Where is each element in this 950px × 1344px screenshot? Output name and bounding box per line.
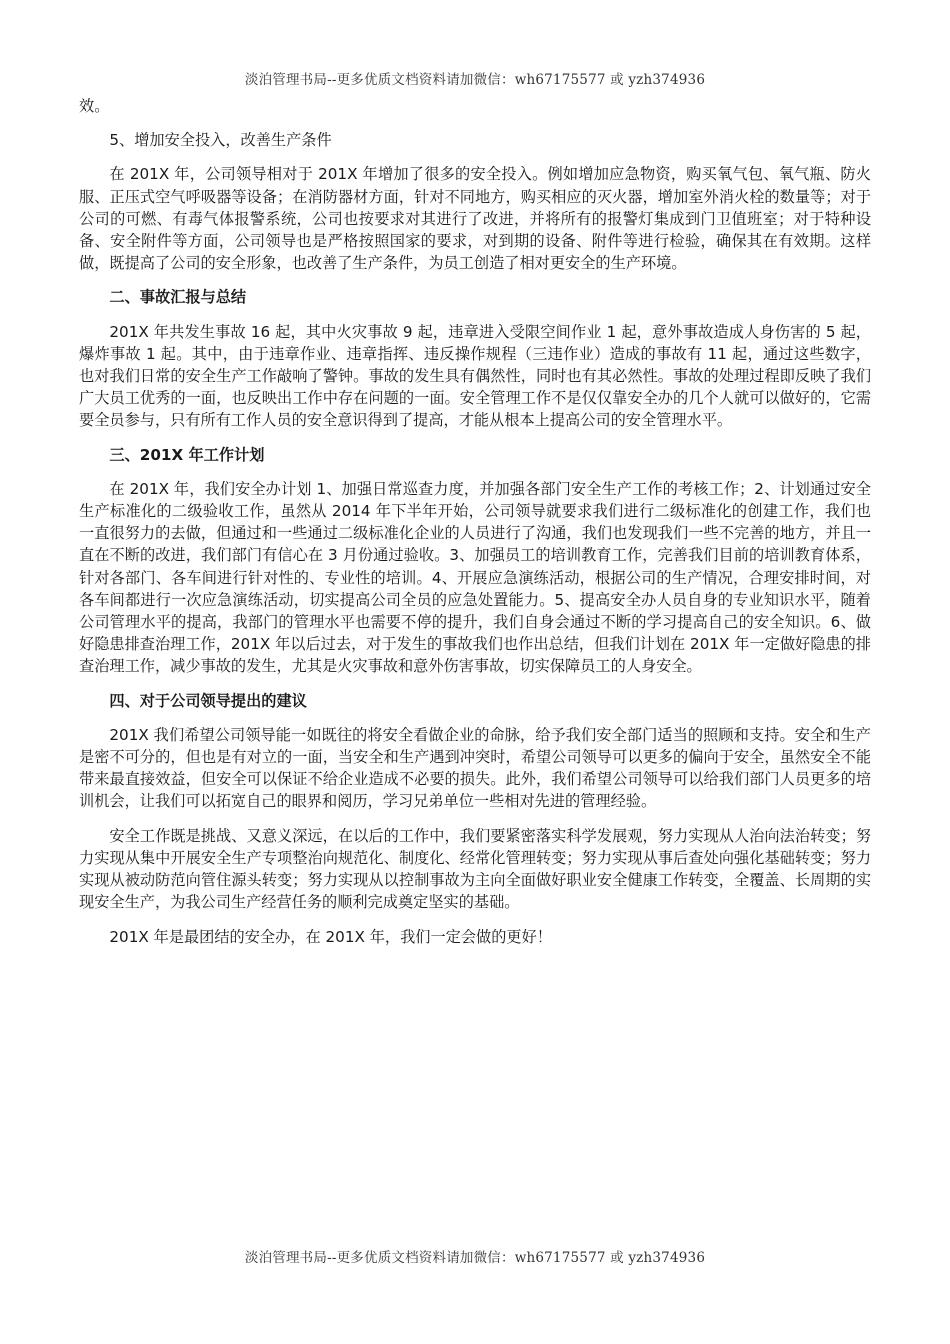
page-footer: 淡泊管理书局--更多优质文档资料请加微信：wh67175577 或 yzh374936 — [244, 1250, 706, 1266]
document-body — [79, 95, 871, 960]
paragraph-continuation: 效。 — [79, 97, 110, 115]
paragraph: 201X 我们希望公司领导能一如既往的将安全看做企业的命脉，给予我们安全部门适当的照顾和支持。安全和生产是密不可分的，但也是有对立的一面，当安全和生产遇到冲突时，希望公司领导可以更多的偏向于安全，虽然安全不能带来最直接效益，但安全可以保证不给企业造成不必要的损失。此外，我们希望公司领导可以给我们部门人员更多的培训机会，让我们可以拓宽自己的眼界和阅历，学习兄弟单位一些相对先进的管理经验。 — [79, 725, 871, 811]
section-heading: 二、事故汇报与总结 — [109, 288, 247, 307]
paragraph: 在 201X 年，我们安全办计划 1、加强日常巡查力度，并加强各部门安全生产工作的考核工作；2、计划通过安全生产标准化的二级验收工作，虽然从 2014 年下半年开始，公司领导就要求我们进行二级标准化的创建工作，我们也一直很努力的去做，但通过和一些通过二级标准化企业的人员进行了沟通，我们也发现我们一些不完善的地方，并且一直在不断的改进，我们部门有信心在 3 月份通过验收。3、加强员工的培训教育工作，完善我们目前的培训教育体系，针对各部门、各车间进行针对性的、专业性的培训。4、开展应急演练活动，根据公司的生产情况，合理安排时间，对各车间都进行一次应急演练活动，切实提高公司全员的应急处置能力。5、提高安全办人员自身的专业知识水平，随着公司管理水平的提高，我部门的管理水平也需要不停的提升，我们自身会通过不断的学习提高自己的安全知识。6、做好隐患排查治理工作，201X 年以后过去，对于发生的事故我们也作出总结，但我们计划在 201X 年一定做好隐患的排查治理工作，减少事故的发生，尤其是火灾事故和意外伤害事故，切实保障员工的人身安全。 — [79, 479, 871, 676]
section-heading: 三、201X 年工作计划 — [109, 445, 265, 464]
paragraph: 在 201X 年，公司领导相对于 201X 年增加了很多的安全投入。例如增加应急物资，购买氧气包、氧气瓶、防火服、正压式空气呼吸器等设备；在消防器材方面，针对不同地方，购买相应的灭火器，增加室外消火栓的数量等；对于公司的可燃、有毒气体报警系统，公司也按要求对其进行了改进，并将所有的报警灯集成到门卫值班室；对于特种设备、安全附件等方面，公司领导也是严格按照国家的要求，对到期的设备、附件等进行检验，确保其在有效期。这样做，既提高了公司的安全形象，也改善了生产条件，为员工创造了相对更安全的生产环境。 — [79, 165, 871, 273]
paragraph: 安全工作既是挑战、又意义深远，在以后的工作中，我们要紧密落实科学发展观，努力实现从人治向法治转变；努力实现从集中开展安全生产专项整治向规范化、制度化、经常化管理转变；努力实现从事后查处向强化基础转变；努力实现从被动防范向管住源头转变；努力实现从以控制事故为主向全面做好职业安全健康工作转变，全覆盖、长周期的实现安全生产，为我公司生产经营任务的顺利完成奠定坚实的基础。 — [79, 826, 871, 912]
paragraph: 201X 年是最团结的安全办，在 201X 年，我们一定会做的更好！ — [109, 927, 552, 946]
subsection-title: 5、增加安全投入，改善生产条件 — [109, 131, 332, 150]
section-heading: 四、对于公司领导提出的建议 — [109, 691, 307, 710]
paragraph: 201X 年共发生事故 16 起，其中火灾事故 9 起，违章进入受限空间作业 1 起，意外事故造成人身伤害的 5 起，爆炸事故 1 起。其中，由于违章作业、违章指挥、违反操作规程（三违作业）造成的事故有 11 起，通过这些数字，也对我们日常的安全生产工作敲响了警钟。事故的发生具有偶然性，同时也有其必然性。事故的处理过程即反映了我们广大员工优秀的一面，也反映出工作中存在问题的一面。安全管理工作不是仅仅靠安全办的几个人就可以做好的，它需要全员参与，只有所有工作人员的安全意识得到了提高，才能从根本上提高公司的安全管理水平。 — [79, 322, 871, 430]
page-header: 淡泊管理书局--更多优质文档资料请加微信：wh67175577 或 yzh374936 — [244, 72, 706, 88]
